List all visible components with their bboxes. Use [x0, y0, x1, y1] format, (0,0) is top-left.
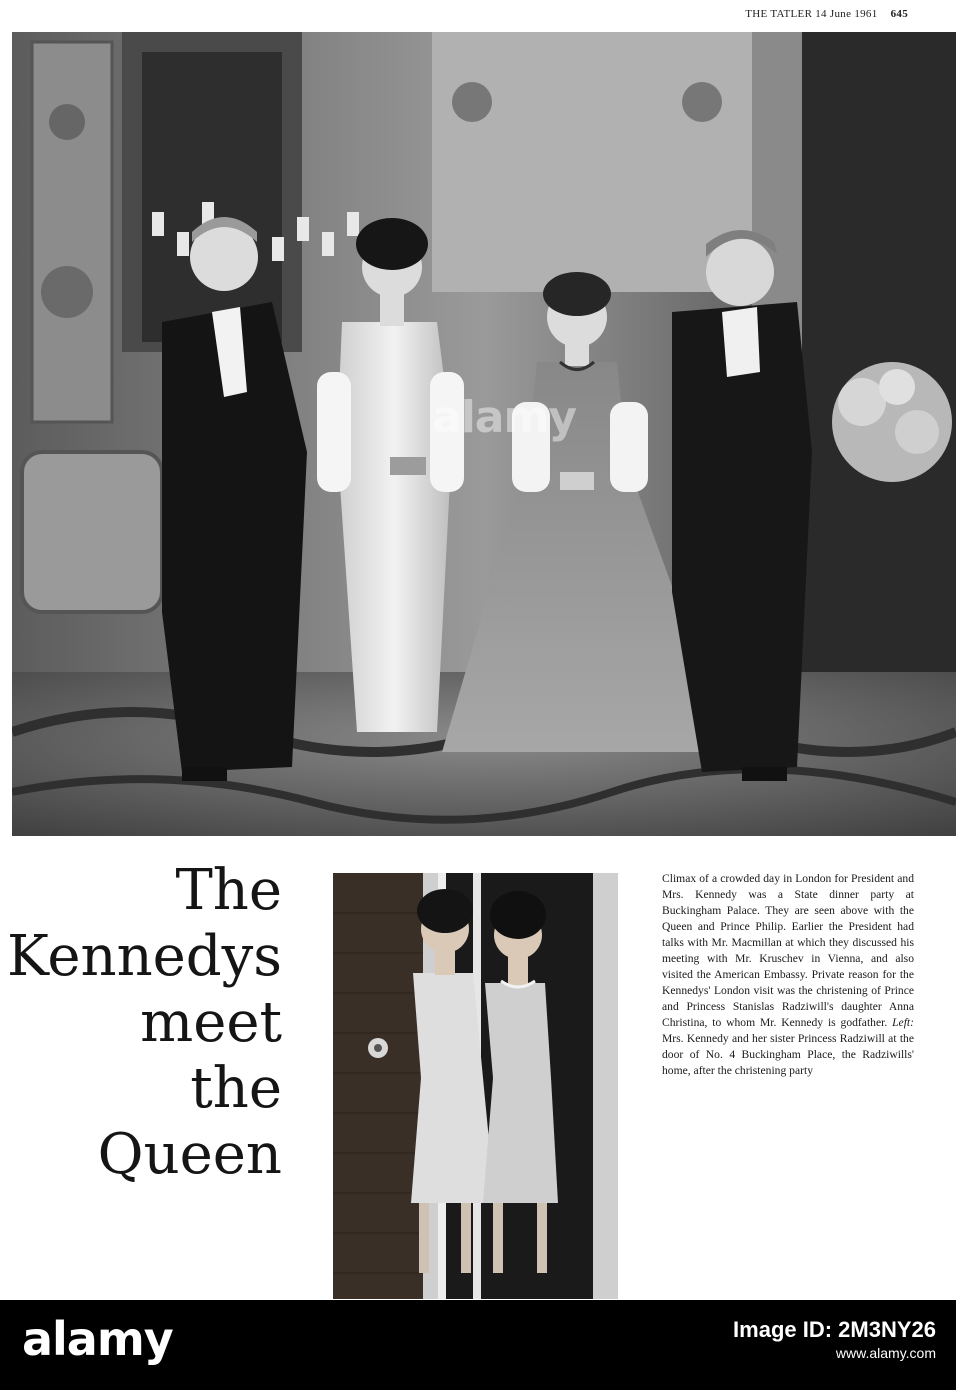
- headline: [0, 858, 282, 1188]
- caption: [662, 871, 914, 1079]
- headline-line: meet: [140, 990, 282, 1055]
- headline-line: the: [190, 1056, 282, 1121]
- watermark-logo: alamy: [22, 1312, 173, 1366]
- headline-line: Kennedys: [7, 924, 282, 989]
- inset-photo-illustration: [333, 873, 618, 1299]
- headline-line: Queen: [97, 1122, 282, 1187]
- main-photograph: [12, 32, 956, 836]
- watermark-overlay-main: alamy: [432, 392, 576, 443]
- issue-line: THE TATLER 14 June 1961: [745, 8, 878, 20]
- inset-photograph: [333, 873, 618, 1299]
- caption-tail-text: Mrs. Kennedy and her sister Princess Radziwill at the door of No. 4 Buckingham Place, the Radziwills' home, after the christening party: [662, 1032, 914, 1077]
- caption-main-text: Climax of a crowded day in London for President and Mrs. Kennedy was a State dinner party at Buckingham Palace. They are seen above with the Queen and Prince Philip. Earlier the President had talks with Mr. Macmillan at which they discussed his meeting with Mr. Kruschev in Vienna, and also visited the American Embassy. Private reason for the Kennedys' London visit was the christening of Prince and Princess Stanislas Radziwill's daughter Anna Christina, to whom Mr. Kennedy is godfather.: [662, 872, 914, 1029]
- watermark-image-id: Image ID: 2M3NY26: [733, 1317, 936, 1342]
- running-head: [745, 8, 908, 20]
- page-number: 645: [890, 8, 908, 20]
- watermark-url: www.alamy.com: [835, 1345, 936, 1361]
- headline-line: The: [175, 858, 282, 923]
- watermark-info: [733, 1316, 936, 1362]
- caption-left-label: Left:: [892, 1016, 914, 1029]
